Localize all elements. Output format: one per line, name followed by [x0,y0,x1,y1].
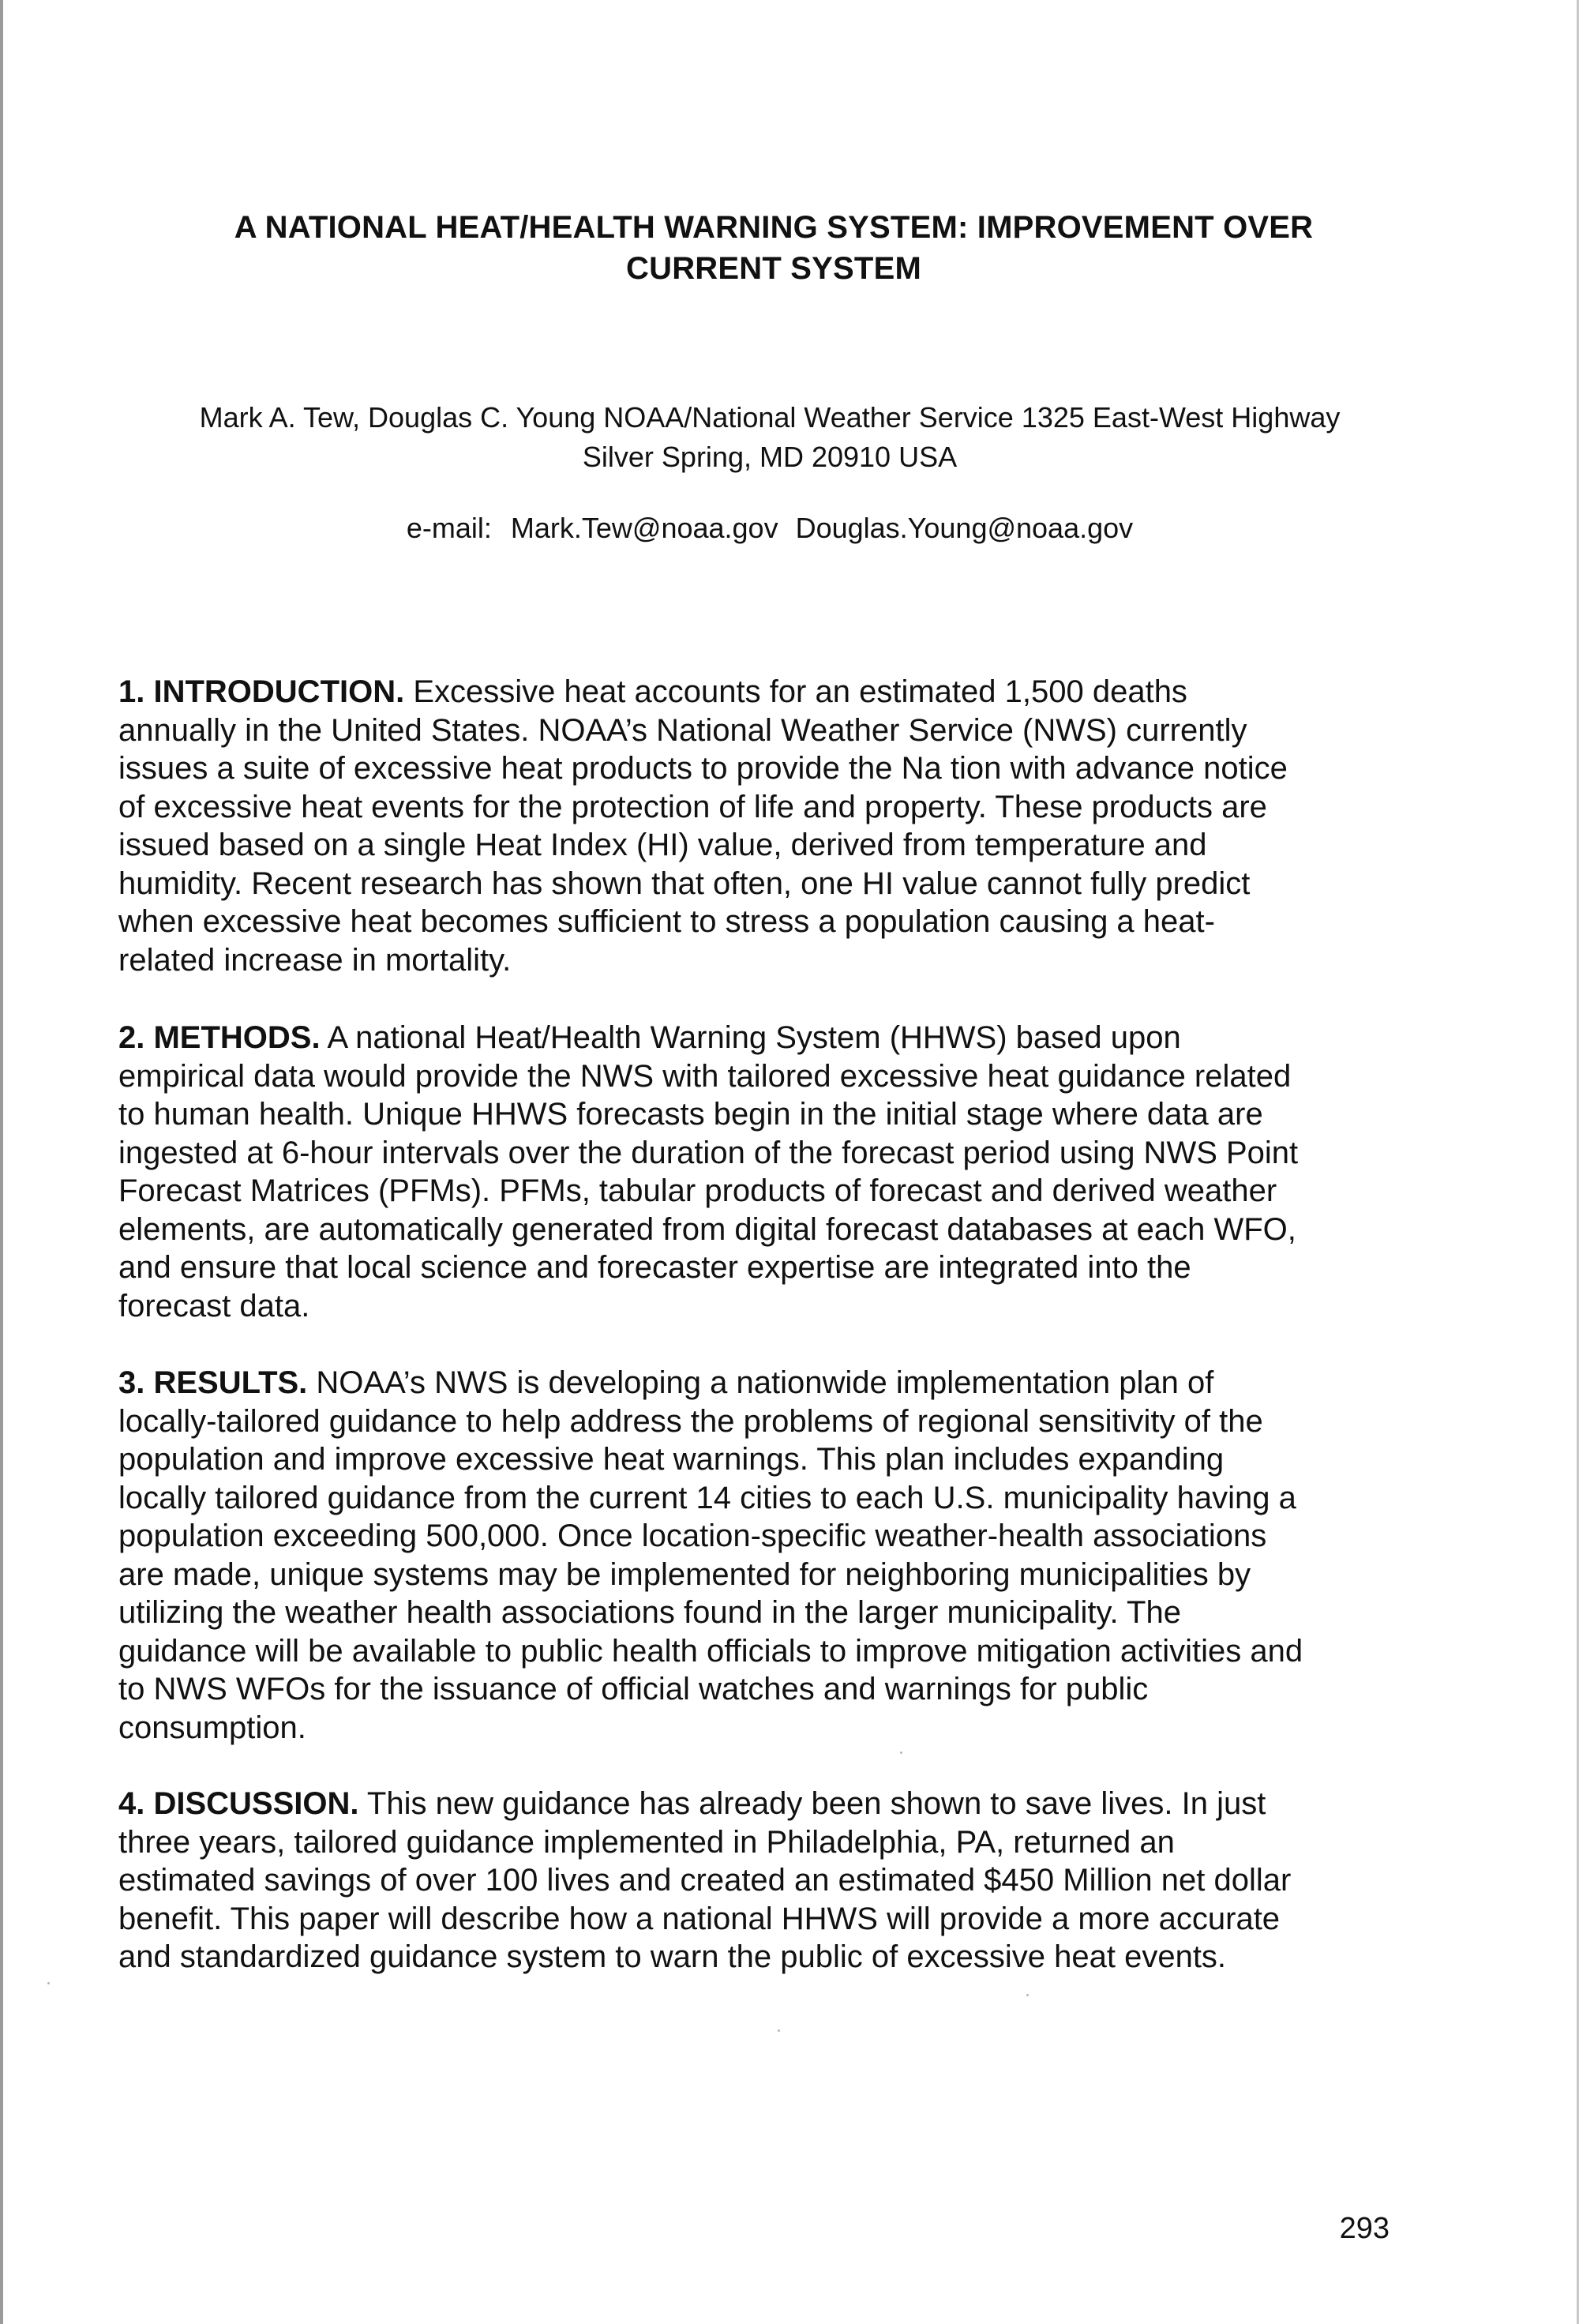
section-text-line: three years, tailored guidance implemented in Philadelphia, PA, returned an [118,1824,1175,1860]
email-address-young: Douglas.Young@noaa.gov [795,512,1134,544]
section-heading: 2. METHODS. [118,1020,321,1055]
scan-speck [47,1982,50,1984]
section-text-line: benefit. This paper will describe how a national HHWS will provide a more accurate [118,1901,1281,1936]
scan-speck [1026,1994,1029,1996]
section-text-line: utilizing the weather health associations found in the larger municipality. The [118,1595,1181,1630]
section-text-line: annually in the United States. NOAA’s National Weather Service (NWS) currently [118,712,1247,748]
section-text-line: Forecast Matrices (PFMs). PFMs, tabular products of forecast and derived weather [118,1173,1277,1208]
scan-left-edge [0,0,3,2324]
section-text-line: ingested at 6-hour intervals over the duration of the forecast period using NWS Point [118,1135,1299,1170]
paper-title [126,207,1421,289]
title-line-2: CURRENT SYSTEM [626,251,921,286]
section-text-line: to NWS WFOs for the issuance of official watches and warnings for public [118,1672,1149,1706]
section-text-line: population exceeding 500,000. Once location-specific weather-health associations [118,1519,1267,1553]
section-text-line: and ensure that local science and forecaster expertise are integrated into the [118,1250,1191,1285]
section-text-line: are made, unique systems may be implemented for neighboring municipalities by [118,1556,1251,1592]
section-text-line: locally-tailored guidance to help address the problems of regional sensitivity of the [118,1403,1263,1439]
authors-line-1: Mark A. Tew, Douglas C. Young NOAA/National Weather Service 1325 East-West Highway [199,401,1341,434]
section-text-line: empirical data would provide the NWS with tailored excessive heat guidance related [118,1058,1292,1094]
author-affiliation [118,398,1421,477]
section-text-line: locally tailored guidance from the current 14 cities to each U.S. municipality having a [118,1480,1296,1515]
email-label: e-mail: [406,512,492,544]
section-introduction [118,673,1390,979]
email-address-tew: Mark.Tew@noaa.gov [510,512,778,544]
section-text-line: A national Heat/Health Warning System (HHWS) based upon [320,1020,1181,1055]
section-text-line: to human health. Unique HHWS forecasts begin in the initial stage where data are [118,1097,1263,1132]
page-number: 293 [1339,2212,1390,2245]
section-text-line: Excessive heat accounts for an estimated 1,500 deaths [404,674,1187,709]
scan-speck [900,1751,902,1754]
section-text-line: and standardized guidance system to warn the public of excessive heat events. [118,1939,1227,1974]
title-line-1: A NATIONAL HEAT/HEALTH WARNING SYSTEM: IMPROVEMENT OVER [234,210,1314,245]
section-text-line: guidance will be available to public health officials to improve mitigation activities and [118,1633,1303,1669]
section-text-line: issued based on a single Heat Index (HI) value, derived from temperature and [118,828,1207,862]
section-text-line: when excessive heat becomes sufficient to stress a population causing a heat- [118,904,1215,939]
email-line [118,509,1421,548]
section-heading: 4. DISCUSSION. [118,1786,359,1821]
section-text-line: related increase in mortality. [118,942,512,978]
section-text-line: estimated savings of over 100 lives and created an estimated $450 Million net dollar [118,1863,1292,1898]
section-discussion [118,1785,1390,1977]
section-heading: 3. RESULTS. [118,1365,308,1400]
section-text-line: forecast data. [118,1288,310,1323]
authors-line-2: Silver Spring, MD 20910 USA [582,441,958,473]
section-text-line: population and improve excessive heat warnings. This plan includes expanding [118,1442,1225,1477]
section-text-line: This new guidance has already been shown to save lives. In just [358,1786,1266,1821]
section-text-line: humidity. Recent research has shown that often, one HI value cannot fully predict [118,865,1251,901]
section-results [118,1364,1390,1747]
section-heading: 1. INTRODUCTION. [118,674,405,709]
scan-speck [778,2029,780,2032]
section-text-line: NOAA’s NWS is developing a nationwide implementation plan of [307,1365,1214,1400]
section-text-line: issues a suite of excessive heat products to provide the Na tion with advance notice [118,751,1288,786]
section-text-line: consumption. [118,1710,306,1745]
section-text-line: of excessive heat events for the protection of life and property. These products are [118,789,1267,824]
section-methods [118,1019,1390,1325]
section-text-line: elements, are automatically generated from digital forecast databases at each WFO, [118,1211,1296,1247]
